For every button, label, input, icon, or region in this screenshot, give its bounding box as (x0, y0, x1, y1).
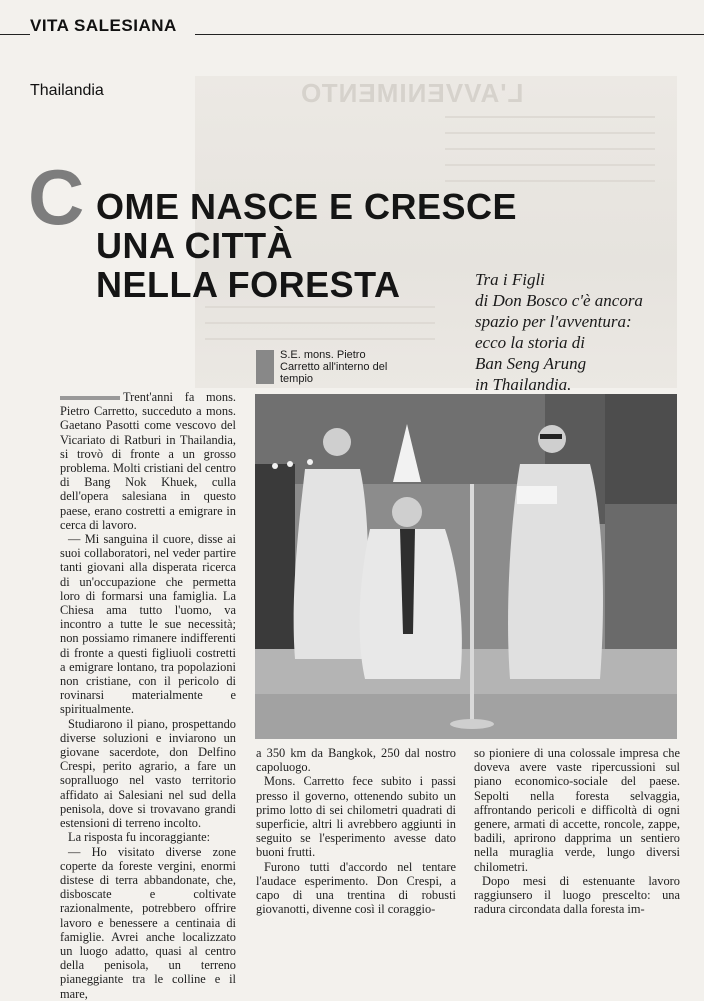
bleed-through-heading: L'AVVENIMENTO (300, 78, 524, 108)
article-column-3 (474, 746, 680, 916)
subtitle (475, 269, 695, 395)
subtitle-line: spazio per l'avventura: (475, 312, 632, 331)
photo-caption (280, 349, 430, 385)
article-column-1 (60, 390, 236, 1001)
subtitle-line: ecco la storia di (475, 333, 586, 352)
title-line-2: UNA CITTÀ (96, 225, 294, 266)
caption-line: Carretto all'interno del (280, 361, 388, 373)
caption-line: S.E. mons. Pietro (280, 349, 366, 361)
paragraph: — Ho visitato diverse zone coperte da foreste vergini, enormi distese di terra abbandonate, che, disboscate e coltivate razionalmente, potrebbero offrire lavoro e benessere a centinaia di famiglie. Avrei anche localizzato un luogo adatto, quasi al centro della penisola, un terreno pianeggiante tra le colline e il mare, (60, 844, 236, 1001)
paragraph: — Mi sanguina il cuore, disse ai suoi collaboratori, nel veder partire tanti giovani alla disperata ricerca di un'occupazione che permetta loro di formarsi una famiglia. La Chiesa ama tutto l'uomo, va incontro a tutte le sue necessità; non possiamo rimanere indifferenti di fronte a questi figliuoli costretti a emigrare lontano, tra popolazioni non cristiane, con il pericolo di rovinarsi materialmente e spiritualmente. (60, 532, 236, 717)
caption-marker (256, 350, 274, 384)
subtitle-line: Tra i Figli (475, 270, 545, 289)
paragraph: Dopo mesi di estenuante lavoro raggiunsero il luogo prescelto: una radura circondata dalla foresta im- (474, 873, 680, 917)
title-drop-cap: C (28, 153, 85, 241)
subtitle-line: in Thailandia. (475, 375, 572, 394)
title-line-1: OME NASCE E CRESCE (96, 186, 518, 227)
subtitle-line: Ban Seng Arung (475, 354, 587, 373)
subtitle-line: di Don Bosco c'è ancora (475, 291, 643, 310)
lead-rule (60, 396, 120, 400)
paragraph (60, 390, 236, 532)
section-header: VITA SALESIANA (30, 16, 177, 35)
header-rule (195, 34, 704, 35)
country-label: Thailandia (30, 82, 104, 99)
paragraph: La risposta fu incoraggiante: (68, 830, 211, 845)
paragraph: Studiarono il piano, prospettando diverse soluzioni e inviarono un giovane sacerdote, don Delfino Crespi, perito agrario, a fare un sopralluogo nel vasto territorio affidato ai Salesiani nel sud della penisola, dove si trovavano grandi estensioni di terreno incolto. (60, 716, 236, 831)
paragraph-text: Trent'anni fa mons. Pietro Carretto, succeduto a mons. Gaetano Pasotti come vescovo del Vicariato di Ratburi in Thailandia, si trovò di fronte a un grosso problema. Molti cristiani del centro di Bang Nok Khuek, culla dell'opera salesiana in questo paese, erano costretti a emigrare in cerca di lavoro. (60, 390, 236, 532)
article-column-2 (256, 746, 456, 916)
photo-illustration (255, 394, 677, 739)
header-rule-left (0, 34, 30, 35)
title-line-3: NELLA FORESTA (96, 264, 401, 305)
paragraph: Furono tutti d'accordo nel tentare l'audace esperimento. Don Crespi, a capo di una trentina di robusti giovanotti, divenne così il coraggio- (256, 859, 456, 917)
caption-line: tempio (280, 373, 314, 385)
photo-bishop-in-temple (255, 394, 677, 739)
paragraph: Mons. Carretto fece subito i passi presso il governo, ottenendo subito un primo lotto di sei chilometri quadrati di superficie, altri li avrebbero aggiunti in seguito se l'esperimento avesse dato buoni frutti. (256, 774, 456, 860)
paragraph: so pioniere di una colossale impresa che doveva avere vaste ripercussioni sul piano economico-sociale del paese. Sepolti nella foresta selvaggia, affrontando pericoli e difficoltà di ogni genere, armati di accette, roncole, zappe, badili, aprirono dapprima un sentiero nella muraglia verde, lungo diversi chilometri. (474, 746, 680, 874)
paragraph: a 350 km da Bangkok, 250 dal nostro capoluogo. (256, 746, 456, 775)
